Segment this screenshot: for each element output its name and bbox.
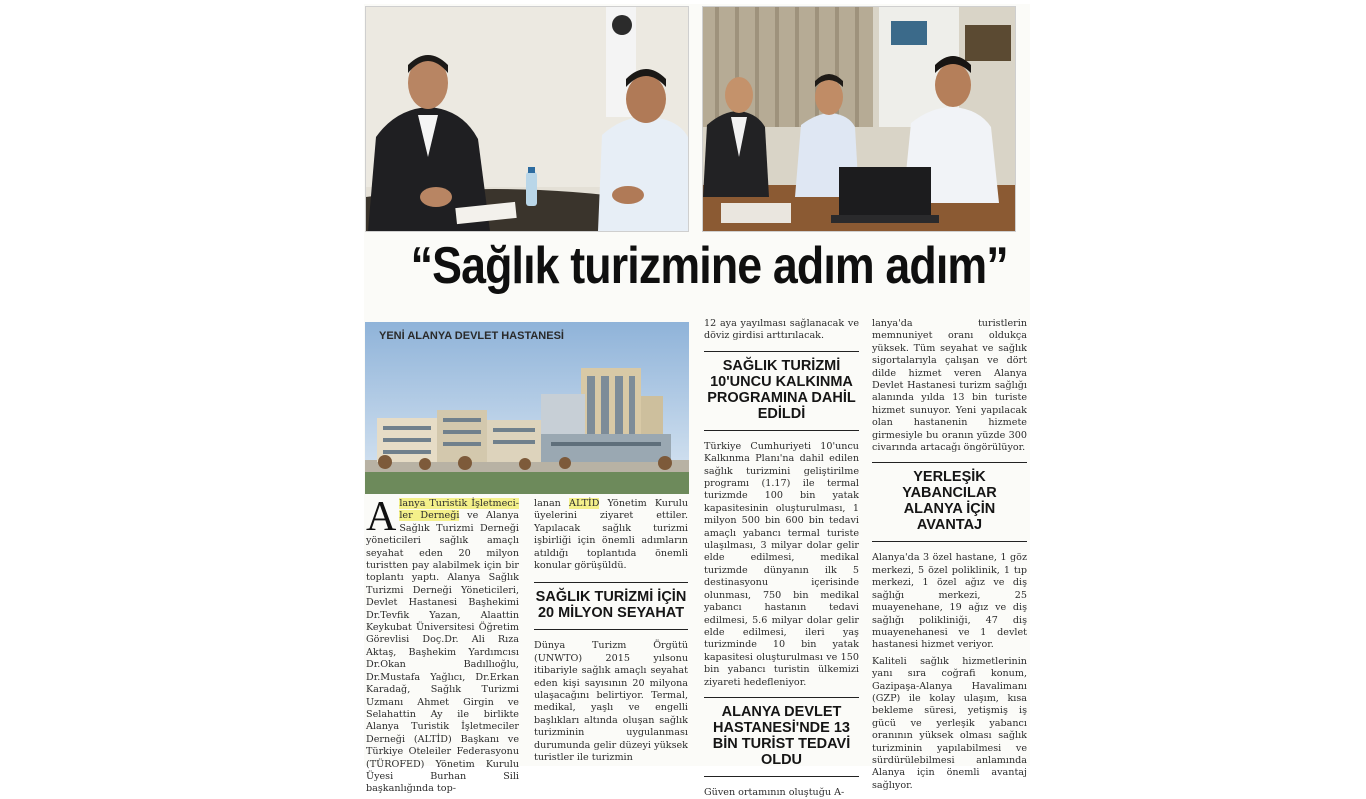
col3-intro: 12 aya yayılması sağlanacak ve döviz girdisi arttırılacak. [704,318,859,342]
subheading: YERLEŞİK YABANCILAR ALANYA İÇİN AVANTAJ [872,462,1027,542]
col3-body-2: Güven ortamının oluştuğu A- [704,786,845,798]
subheading: SAĞLIK TURİZMİ 10'UNCU KALKINMA PROGRAMINA DAHİL EDİLDİ [704,351,859,431]
meeting-photo-right-image [703,7,1015,231]
col1-paragraph [366,494,519,796]
meeting-photo-left [365,6,689,232]
newspaper-clipping [364,4,1030,798]
subheading: ALANYA DEVLET HASTANESİ'NDE 13 BİN TURİST TEDAVİ OLDU [704,697,859,777]
highlighted-text: ler Derneği [399,510,460,522]
highlighted-text: lanya Turistik İşletmeci- [399,498,519,509]
meeting-photo-left-image [366,7,688,231]
subheading: SAĞLIK TURİZMİ İÇİN 20 MİLYON SEYAHAT [534,582,688,630]
col2-intro [534,498,688,572]
col4-body-2: Kaliteli sağlık hizmetlerinin yanı sıra coğrafi konum, Gazipaşa-Alanya Havalimanı (GZP) ile kolay ulaşım, kısa bekleme süresi, yetişmiş iş gücü ve yerleşik yabancı oranının yüksek olması sağlık turizminin yapılabilmesi ve sürdürülebilmesi anlamında Alanya için önemli avantaj sağlıyor. [872,655,1027,791]
article-column-2 [534,498,688,765]
col3-body-1: Türkiye Cumhuriyeti 10'uncu Kalkınma Planı'na dahil edilen sağlık turizmini geliştirilme programı (1.17) ile termal turizmde 100 bin yatak kapasitesinin oluşturulması, 1 milyon 500 bin 600 bin tedavi amaçlı yabancı termal turiste ulaşılması, 3 milyar dolar gelir elde edilmesi, medikal turizmde dünyanın ilk 5 destinasyonu içerisinde olunması, 750 bin medikal yabancı hastanın tedavi edilmesi, 5.6 milyar dolar gelir elde edilmesi, ileri yaş turizminde 10 bin yatak kapasitesi oluşturulması ve 150 bin yabancı turistin ülkemizi ziyareti hedefleniyor. [704,440,859,688]
drop-cap: A [366,494,397,540]
headline: “Sağlık turizmine adım adım” [410,237,1008,295]
col1-body: ve Alanya Sağlık Turizmi Derneği yöneticileri sağlık amaçlı seyahat eden 20 milyon turistten pay alabilmek için bir toplantı yaptı. Alanya Sağlık Turizmi Derneği Yöneticileri, Devlet Hastanesi Başhekimi Dr.Tevfik Yazan, Alaattin Keykubat Üniversitesi Öğretim Görevlisi Doç.Dr. Ali Rıza Aktaş, Başhekim Yardımcısı Dr.Okan Badıllıoğlu, Dr.Mustafa Yağlıcı, Dr.Erkan Karadağ, Sağlık Turizmi Uzmanı Ahmet Girgin ve Selahattin Ay ile birlikte Alanya Turistik İşletmeciler Derneği (ALTİD) Başkanı ve Türkiye Oteleiler Federasyonu (TÜROFED) Yönetim Kurulu Üyesi Burhan Sili başkanlığında top- [366,510,519,795]
hospital-rendering-image [365,322,689,494]
col2-intro-pre: lanan [534,498,570,509]
hospital-rendering [365,322,689,494]
col2-intro-post: Yönetim Kurulu üyelerini ziyaret ettiler. Yapılacak sağlık turizmi işbirliği için önemli adımların atıldığı toplantıda önemli konular görüşüldü. [534,498,688,572]
col4-intro: lanya'da turistlerin memnuniyet oranı oldukça yüksek. Tüm seyahat ve sağlık sigortalarıyla çalışan ve dört dilde hizmet veren Alanya Devlet Hastanesi turizm sağlığı alanında yılda 13 bin turiste hizmet sunuyor. Yeni yapılacak olan hastanenin hizmete girmesiyle bu oranın yüzde 300 civarında artacağı öngörülüyor. [872,318,1027,454]
article-column-4 [872,318,1027,792]
article-column-3 [704,318,859,799]
highlighted-text: ALTİD [569,498,600,509]
col4-body-1: Alanya'da 3 özel hastane, 1 göz merkezi, 5 özel poliklinik, 1 tıp merkezi, 1 özel ağız ve diş sağlığı merkezi, 25 muayenehane, 19 ağız ve diş sağlığı polikliniği, 47 diş muayenehanesi ve 1 devlet hastanesi hizmet veriyor. [872,552,1027,651]
meeting-photo-right [702,6,1016,232]
photo-caption: YENİ ALANYA DEVLET HASTANESİ [379,330,564,342]
col2-body: Dünya Turizm Örgütü (UNWTO) 2015 yılsonu itibariyle sağlık amaçlı seyahat eden kişi sayısının 20 milyona ulaşacağını belirtiyor. Termal, medikal, yaşlı ve engelli başlıkları altında oluşan sağlık turizminin uygulanması durumunda gelir düzeyi yüksek turistler ile turizmin [534,640,688,764]
article-column-1 [366,494,519,796]
